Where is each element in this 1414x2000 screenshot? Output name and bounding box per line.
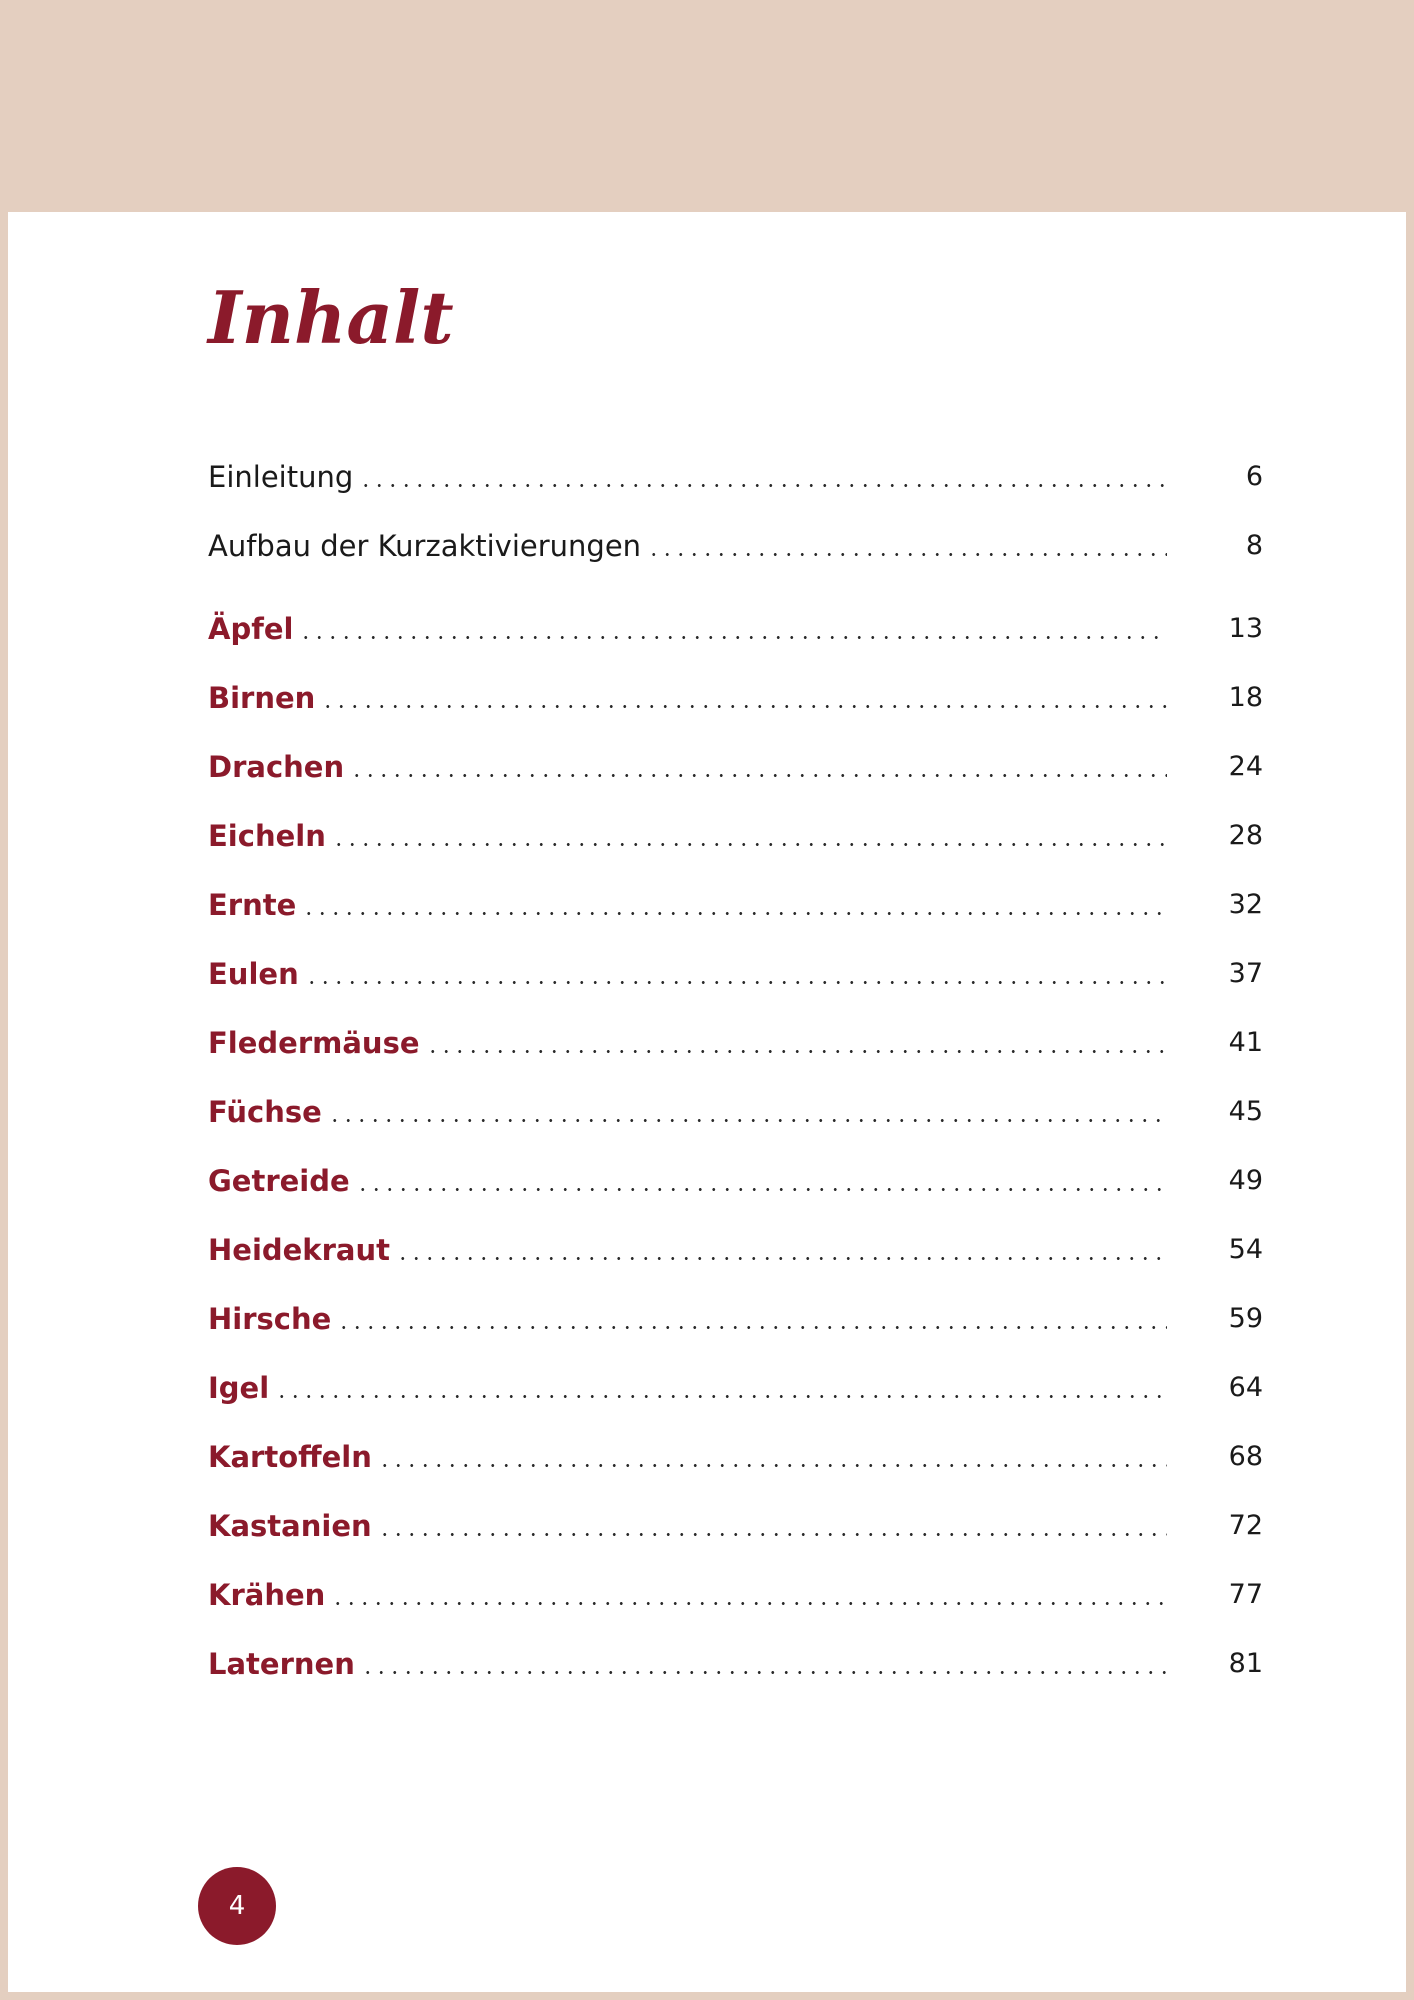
toc-leader-dots <box>331 1602 1167 1605</box>
document-page <box>8 212 1406 1992</box>
toc-leader-dots <box>337 1326 1167 1329</box>
toc-entry-kartoffeln[interactable] <box>208 1437 1263 1477</box>
toc-leader-dots <box>275 1395 1167 1398</box>
toc-entry-getreide[interactable] <box>208 1161 1263 1201</box>
toc-entry-aufbau[interactable] <box>208 526 1263 566</box>
toc-entry-eulen[interactable] <box>208 954 1263 994</box>
toc-leader-dots <box>378 1464 1167 1467</box>
toc-entry-page: 68 <box>1228 1441 1263 1472</box>
toc-leader-dots <box>350 774 1167 777</box>
toc-entry-fuechse[interactable] <box>208 1092 1263 1132</box>
toc-leader-dots <box>426 1050 1167 1053</box>
toc-entry-page: 24 <box>1228 751 1263 782</box>
toc-entry-eicheln[interactable] <box>208 816 1263 856</box>
toc-entry-label: Kastanien <box>208 1509 372 1543</box>
toc-entry-label: Einleitung <box>208 460 354 494</box>
toc-leader-dots <box>378 1533 1167 1536</box>
toc-leader-dots <box>321 705 1167 708</box>
toc-entry-page: 41 <box>1228 1027 1263 1058</box>
toc-entry-label: Birnen <box>208 681 316 715</box>
toc-entry-label: Kartoffeln <box>208 1440 372 1474</box>
toc-entry-heidekraut[interactable] <box>208 1230 1263 1270</box>
toc-entry-drachen[interactable] <box>208 747 1263 787</box>
toc-entry-page: 6 <box>1245 461 1263 492</box>
toc-entry-label: Füchse <box>208 1095 322 1129</box>
toc-entry-page: 8 <box>1245 530 1263 561</box>
toc-leader-dots <box>359 484 1167 487</box>
toc-entry-page: 64 <box>1228 1372 1263 1403</box>
toc-entry-label: Eicheln <box>208 819 326 853</box>
toc-entry-page: 32 <box>1228 889 1263 920</box>
toc-entry-label: Igel <box>208 1371 270 1405</box>
toc-leader-dots <box>305 981 1167 984</box>
toc-entry-label: Getreide <box>208 1164 350 1198</box>
toc-leader-dots <box>328 1119 1167 1122</box>
toc-entry-label: Laternen <box>208 1647 355 1681</box>
toc-leader-dots <box>396 1257 1167 1260</box>
toc-entry-page: 45 <box>1228 1096 1263 1127</box>
toc-entry-birnen[interactable] <box>208 678 1263 718</box>
toc-entry-label: Ernte <box>208 888 297 922</box>
toc-entry-page: 18 <box>1228 682 1263 713</box>
toc-leader-dots <box>356 1188 1167 1191</box>
page-title: Inhalt <box>208 275 454 360</box>
toc-entry-label: Fledermäuse <box>208 1026 420 1060</box>
toc-entry-ernte[interactable] <box>208 885 1263 925</box>
toc-entry-kastanien[interactable] <box>208 1506 1263 1546</box>
toc-entry-einleitung[interactable] <box>208 457 1263 497</box>
toc-leader-dots <box>647 553 1167 556</box>
toc-leader-dots <box>332 843 1167 846</box>
toc-entry-page: 37 <box>1228 958 1263 989</box>
toc-entry-label: Hirsche <box>208 1302 332 1336</box>
toc-entry-page: 72 <box>1228 1510 1263 1541</box>
toc-leader-dots <box>299 636 1167 639</box>
toc-leader-dots <box>361 1671 1167 1674</box>
toc-entry-igel[interactable] <box>208 1368 1263 1408</box>
toc-entry-page: 77 <box>1228 1579 1263 1610</box>
toc-entry-fledermaeuse[interactable] <box>208 1023 1263 1063</box>
toc-entry-label: Äpfel <box>208 612 294 646</box>
toc-entry-page: 28 <box>1228 820 1263 851</box>
toc-entry-label: Eulen <box>208 957 299 991</box>
toc-entry-label: Drachen <box>208 750 345 784</box>
toc-entry-label: Krähen <box>208 1578 326 1612</box>
toc-entry-hirsche[interactable] <box>208 1299 1263 1339</box>
toc-entry-aepfel[interactable] <box>208 609 1263 649</box>
toc-entry-page: 59 <box>1228 1303 1263 1334</box>
page-number-badge: 4 <box>198 1867 276 1945</box>
toc-entry-page: 49 <box>1228 1165 1263 1196</box>
toc-entry-page: 54 <box>1228 1234 1263 1265</box>
toc-entry-kraehen[interactable] <box>208 1575 1263 1615</box>
toc-entry-label: Heidekraut <box>208 1233 390 1267</box>
toc-entry-label: Aufbau der Kurzaktivierungen <box>208 529 642 563</box>
toc-leader-dots <box>302 912 1167 915</box>
toc-entry-page: 81 <box>1228 1648 1263 1679</box>
toc-entry-page: 13 <box>1228 613 1263 644</box>
toc-entry-laternen[interactable] <box>208 1644 1263 1684</box>
